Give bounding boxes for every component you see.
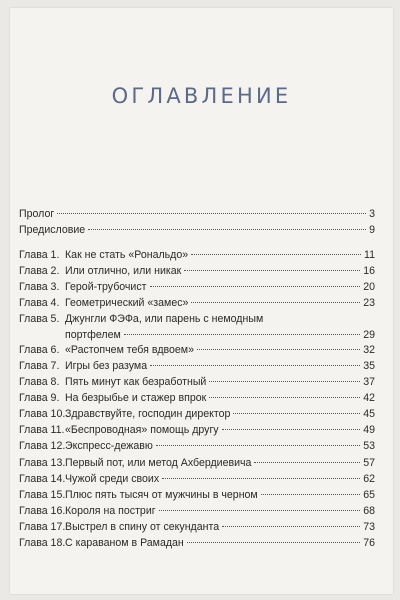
- toc-entry-chapter-11: [19, 422, 375, 438]
- toc-entry-chapter-8: [19, 374, 375, 390]
- toc-entry-page: 9: [369, 224, 375, 237]
- toc-entry-chapter-13: [19, 455, 375, 471]
- toc-entry-chapter-14: [19, 471, 375, 487]
- dot-leader: [184, 270, 360, 271]
- toc-entry-label: Глава 3.: [19, 281, 60, 294]
- page-title: ОГЛАВЛЕНИЕ: [111, 84, 292, 108]
- dot-leader: [57, 213, 366, 214]
- dot-leader: [261, 494, 360, 495]
- toc-entry-label: Глава 13.: [19, 456, 66, 469]
- toc-entry-title: Экспресс-дежавю: [65, 440, 153, 453]
- toc-entry-chapter-1: [19, 247, 375, 263]
- toc-entry-chapter-16: [19, 503, 375, 519]
- toc-entry-chapter-5: [19, 311, 375, 342]
- toc-entry-page: 57: [363, 456, 375, 469]
- toc-entry-page: 23: [363, 297, 375, 310]
- toc-chapters: [19, 247, 375, 551]
- toc-entry-preface: [19, 222, 375, 238]
- dot-leader: [162, 478, 360, 479]
- toc-entry-title: На безрыбье и стажер впрок: [65, 392, 207, 405]
- toc-entry-label: Глава 6.: [19, 344, 60, 357]
- toc-entry-title: Первый пот, или метод Ахбердиевича: [65, 456, 252, 469]
- toc-entry-title: Пролог: [19, 208, 55, 220]
- dot-leader: [124, 334, 360, 335]
- toc-entry-chapter-12: [19, 438, 375, 454]
- dot-leader: [209, 397, 360, 398]
- dot-leader: [191, 302, 360, 303]
- toc-entry-title: Выстрел в спину от секунданта: [65, 520, 220, 533]
- toc-entry-label: Глава 8.: [19, 376, 60, 389]
- toc-entry-label: Глава 17.: [19, 520, 66, 533]
- book-page: [10, 8, 393, 594]
- toc-entry-chapter-2: [19, 263, 375, 279]
- toc-entry-label: Глава 9.: [19, 392, 60, 405]
- toc-entry-title: Пять минут как безработный: [65, 376, 207, 389]
- dot-leader: [191, 254, 361, 255]
- toc-entry-title: Как не стать «Рональдо»: [65, 249, 189, 261]
- toc-entry-title: «Беспроводная» помощь другу: [65, 424, 219, 437]
- dot-leader: [222, 429, 361, 430]
- toc-entry-page: 68: [363, 504, 375, 517]
- dot-leader: [156, 445, 360, 446]
- toc-entry-label: Глава 7.: [19, 360, 60, 373]
- toc-entry-page: 20: [363, 281, 375, 294]
- toc-entry-page: 35: [363, 360, 375, 373]
- dot-leader: [88, 229, 366, 230]
- toc-entry-title-continued: портфелем: [65, 329, 121, 342]
- dot-leader: [187, 542, 360, 543]
- toc-entry-prologue: [19, 206, 375, 222]
- toc-entry-chapter-6: [19, 342, 375, 358]
- toc-entry-title: С караваном в Рамадан: [65, 536, 184, 549]
- toc-entry-page: 3: [369, 208, 375, 220]
- toc-entry-title: Джунгли ФЭФа, или парень с немодным: [65, 313, 264, 326]
- toc-entry-label: Глава 5.: [19, 313, 60, 326]
- toc-entry-page: 37: [363, 376, 375, 389]
- dot-leader: [222, 526, 360, 527]
- toc-entry-page: 53: [363, 440, 375, 453]
- toc-entry-title-continued-row: [65, 327, 375, 343]
- dot-leader: [209, 381, 360, 382]
- toc-entry-title: Плюс пять тысяч от мужчины в черном: [65, 488, 258, 501]
- toc-entry-label: Глава 15.: [19, 488, 66, 501]
- dot-leader: [233, 413, 360, 414]
- toc-entry-title: Или отлично, или никак: [65, 265, 182, 278]
- toc-entry-label: Глава 18.: [19, 536, 66, 549]
- dot-leader: [159, 510, 361, 511]
- toc-front-matter: [19, 206, 375, 238]
- dot-leader: [150, 365, 360, 366]
- toc-entry-page: 32: [363, 344, 375, 357]
- toc-entry-chapter-7: [19, 358, 375, 374]
- toc-entry-chapter-10: [19, 406, 375, 422]
- toc-entry-chapter-3: [19, 279, 375, 295]
- toc-entry-page: 62: [363, 472, 375, 485]
- toc-entry-label: Глава 11.: [19, 424, 65, 437]
- toc-entry-page: 42: [363, 392, 375, 405]
- dot-leader: [150, 286, 361, 287]
- toc-entry-title-block: [65, 311, 375, 343]
- toc-entry-title: Герой-трубочист: [65, 281, 147, 294]
- toc-entry-chapter-17: [19, 519, 375, 535]
- toc-entry-title: Здравствуйте, господин директор: [65, 408, 231, 421]
- toc-entry-page: 16: [363, 265, 375, 278]
- toc-entry-title: Предисловие: [19, 224, 86, 237]
- toc-entry-page: 45: [363, 408, 375, 421]
- toc-entry-label: Глава 1.: [19, 249, 60, 261]
- toc-entry-page: 29: [363, 329, 375, 342]
- toc-entry-label: Глава 16.: [19, 504, 66, 517]
- toc-entry-page: 11: [364, 249, 375, 261]
- toc-entry-chapter-9: [19, 390, 375, 406]
- toc-entry-page: 73: [363, 520, 375, 533]
- toc-entry-title: Чужой среди своих: [65, 472, 160, 485]
- toc-entry-title: «Растопчем тебя вдвоем»: [65, 344, 194, 357]
- toc-entry-label: Глава 4.: [19, 297, 60, 310]
- toc-entry-label: Глава 2.: [19, 265, 60, 278]
- toc-entry-chapter-4: [19, 295, 375, 311]
- dot-leader: [254, 462, 360, 463]
- dot-leader: [197, 349, 360, 350]
- toc-entry-chapter-15: [19, 487, 375, 503]
- toc-entry-title: Геометрический «замес»: [65, 297, 189, 310]
- toc-entry-label: Глава 12.: [19, 440, 66, 453]
- toc-entry-page: 49: [363, 424, 375, 437]
- toc-entry-title: Короля на постриг: [65, 504, 156, 517]
- toc-entry-label: Глава 14.: [19, 472, 66, 485]
- toc-entry-page: 76: [363, 536, 375, 549]
- toc-entry-page: 65: [363, 488, 375, 501]
- toc-entry-label: Глава 10.: [19, 408, 66, 421]
- toc-entry-title: Игры без разума: [65, 360, 148, 373]
- toc-entry-chapter-18: [19, 535, 375, 551]
